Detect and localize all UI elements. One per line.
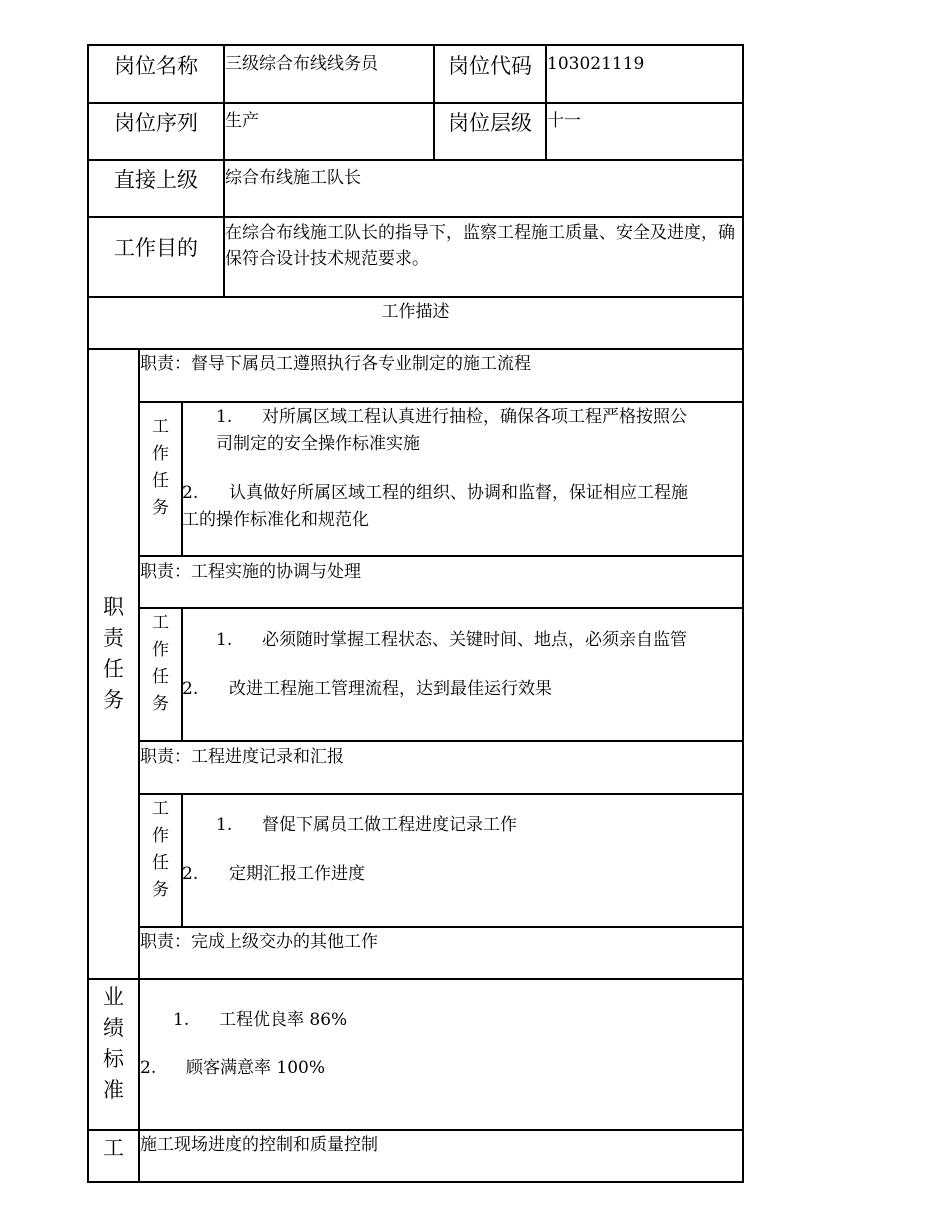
level-value: 十一 xyxy=(547,111,581,131)
last-row-value: 施工现场进度的控制和质量控制 xyxy=(140,1135,378,1155)
performance-item-2: 2. 顾客满意率 100% xyxy=(140,1058,326,1078)
performance-item-1: 1. 工程优良率 86% xyxy=(173,1010,348,1030)
position-code-label: 岗位代码 xyxy=(448,54,532,78)
duty-2-task-1: 1. 必须随时掌握工程状态、关键时间、地点，必须亲自监管 xyxy=(216,630,687,650)
sequence-value: 生产 xyxy=(225,111,259,131)
position-name-label: 岗位名称 xyxy=(114,54,198,78)
duty-3-task-1: 1. 督促下属员工做工程进度记录工作 xyxy=(216,815,517,835)
purpose-label: 工作目的 xyxy=(114,236,198,260)
superior-label: 直接上级 xyxy=(114,168,198,192)
task-label: 工 作 任 务 xyxy=(152,417,169,518)
work-description-title: 工作描述 xyxy=(381,302,450,322)
duty-2-title: 职责：工程实施的协调与处理 xyxy=(140,562,361,582)
purpose-value: 在综合布线施工队长的指导下，监察工程施工质量、安全及进度，确保符合设计技术规范要求。 xyxy=(225,223,735,269)
duty-1-task-1-cont: 司制定的安全操作标准实施 xyxy=(216,434,420,454)
superior-value: 综合布线施工队长 xyxy=(225,168,361,188)
duty-4-title: 职责：完成上级交办的其他工作 xyxy=(140,932,378,952)
performance-label: 业 绩 标 准 xyxy=(103,985,124,1102)
duty-1-task-1: 1. 对所属区域工程认真进行抽检，确保各项工程严格按照公 xyxy=(216,407,687,427)
duty-1-title: 职责：督导下属员工遵照执行各专业制定的施工流程 xyxy=(140,354,531,374)
position-code-value: 103021119 xyxy=(547,54,645,74)
level-label: 岗位层级 xyxy=(448,111,532,135)
duty-1-task-2-cont: 工的操作标准化和规范化 xyxy=(182,510,369,530)
last-row-label: 工 xyxy=(103,1136,124,1160)
duties-label: 职 责 任 务 xyxy=(103,595,124,712)
sequence-label: 岗位序列 xyxy=(114,111,198,135)
duty-3-title: 职责：工程进度记录和汇报 xyxy=(140,747,344,767)
task-label: 工 作 任 务 xyxy=(152,799,169,900)
duty-1-task-2: 2. 认真做好所属区域工程的组织、协调和监督，保证相应工程施 xyxy=(182,483,688,503)
duty-2-task-2: 2. 改进工程施工管理流程，达到最佳运行效果 xyxy=(182,679,552,699)
position-name-value: 三级综合布线线务员 xyxy=(225,54,378,74)
task-label: 工 作 任 务 xyxy=(152,613,169,714)
duty-3-task-2: 2. 定期汇报工作进度 xyxy=(182,864,365,884)
